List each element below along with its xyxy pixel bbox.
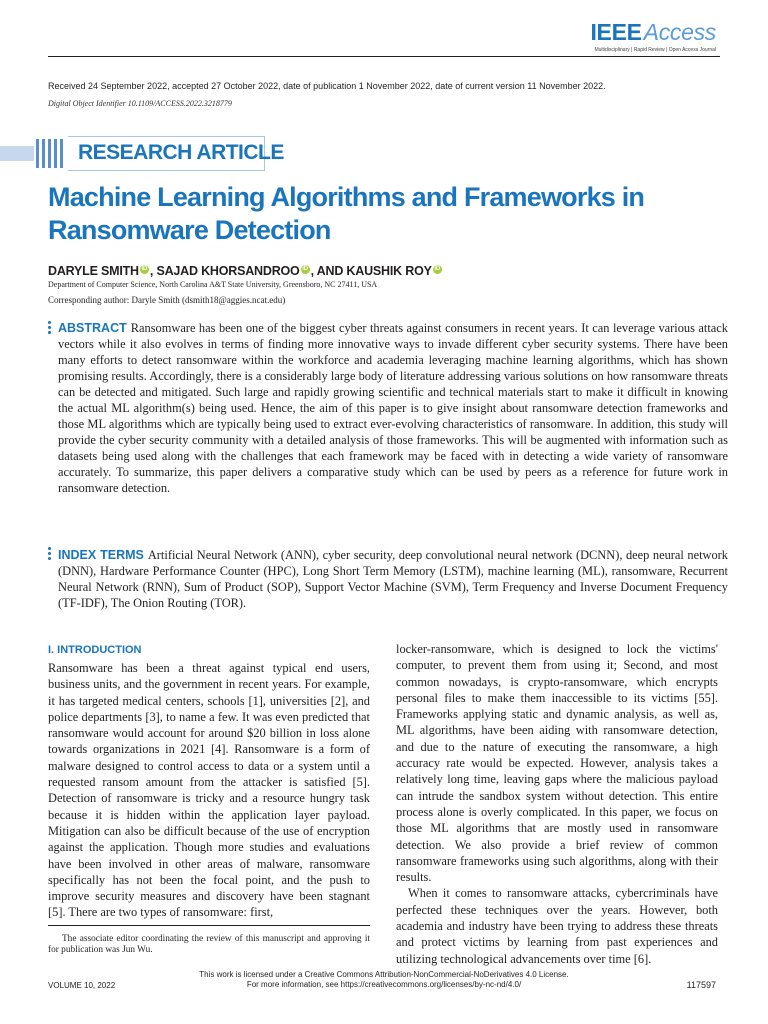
intro-paragraph: locker-ransomware, which is designed to lock the victims' computer, to prevent them from using it; Second, and most common nowadays, is crypto-ransomware, which encrypts personal files to make them inaccessible to its victims [55]. Frameworks applying static and dynamic analysis, as well as, ML algorithms, have been aiding with ransomware detection, and due to the nature of executing the ransomware, a high accuracy rate would be expected. However, analysis takes a relatively long time, leaving gaps where the malicious payload can intrude the sandbox system without detection. This entire process alone is overly complicated. In this paper, we focus on those ML algorithms that are mostly used in ransomware detection. We also provide a brief review of common ransomware frameworks using such algorithms, along with their results. xyxy=(396,642,718,885)
orcid-icon[interactable]: iD xyxy=(141,266,148,272)
abstract-text: Ransomware has been one of the biggest cyber threats against consumers in recent years. It can leverage various attack vectors while it also evolves in terms of finding more innovative ways to invade different cyber security systems. There have been many efforts to detect ransomware within the workforce and academia leveraging machine learning algorithms, which has shown promising results. Accordingly, there is a considerably large body of literature addressing various solutions on how ransomware threats can be detected and mitigated. Such large and rapidly growing scientific and technical materials start to make it difficult in knowing the actual ML algorithm(s) being used. Hence, the aim of this paper is to give insight about ransomware detection frameworks and those ML algorithms which are typically being used to extract ever-evolving characteristics of ransomware. In addition, this study will provide the cyber security community with a detailed analysis of those frameworks. This will be augmented with information such as datasets being used along with the challenges that each framework may be faced with in detecting a wide variety of ransomware accurately. To summarize, this paper delivers a comparative study which can be used by peers as a reference for future work in ransomware detection. xyxy=(58,321,728,495)
section-heading: I. INTRODUCTION xyxy=(48,644,142,656)
footnote-rule xyxy=(48,925,370,926)
index-terms xyxy=(58,547,728,611)
intro-left-column: Ransomware has been a threat against typical end users, business units, and the government in recent years. For example, it has targeted medical centers, schools [1], universities [2], and police departments [3], to name a few. It was even predicted that ransomware would account for around $20 billion in loss alone towards organizations in 2021 [4]. Ransomware is a form of malware designed to control access to data or a system until a requested ransom amount from the attacker is satisfied [5]. Detection of ransomware is tricky and a resource hungry task because it is hidden within the application layer payload. Mitigation can also be difficult because of the use of encryption against the application. Though more studies and evaluations have been involved in other areas of malware, ransomware specifically has not been the focal point, and the push to improve security measures and discovery have been stagnant [5]. There are two types of ransomware: first, xyxy=(48,661,370,920)
author-separator: , AND xyxy=(310,264,347,278)
abstract xyxy=(58,320,728,496)
abstract-heading: ABSTRACT xyxy=(58,321,127,335)
index-terms-marker-icon xyxy=(48,547,52,562)
corresponding-author: Corresponding author: Daryle Smith (dsmith18@aggies.ncat.edu) xyxy=(48,295,286,305)
license-line: This work is licensed under a Creative Commons Attribution-NonCommercial-NoDerivatives 4.0 License. xyxy=(199,970,569,979)
orcid-icon[interactable]: iD xyxy=(302,266,308,272)
author-separator: , xyxy=(149,264,157,278)
author-list xyxy=(48,264,443,278)
license-notice xyxy=(0,970,768,990)
license-link[interactable]: For more information, see https://creativecommons.org/licenses/by-nc-nd/4.0/ xyxy=(246,980,522,989)
affiliation: Department of Computer Science, North Carolina A&T State University, Greensboro, NC 27411, USA xyxy=(48,280,378,289)
index-terms-heading: INDEX TERMS xyxy=(58,548,144,562)
header-rule xyxy=(48,56,720,57)
logo-ieee: IEEE xyxy=(590,19,642,45)
page-number: 117597 xyxy=(686,980,716,990)
intro-right-column xyxy=(396,641,718,967)
volume-label: VOLUME 10, 2022 xyxy=(48,981,116,990)
index-terms-text: Artificial Neural Network (ANN), cyber security, deep convolutional neural network (DCNN), deep neural network (DNN), Hardware Performance Counter (HPC), Long Short Term Memory (LSTM), machine learning (ML), ransomware, Recurrent Neural Network (RNN), Sum of Product (SOP), Support Vector Machine (SVM), Term Frequency and Inverse Document Frequency (TF-IDF), The Onion Routing (TOR). xyxy=(58,548,728,610)
author-name: DARYLE SMITH xyxy=(48,264,139,278)
received-dates: Received 24 September 2022, accepted 27 October 2022, date of publication 1 November 2022, date of current version 11 November 2022. xyxy=(48,81,606,91)
author-name: KAUSHIK ROY xyxy=(346,264,432,278)
abstract-marker-icon xyxy=(48,321,52,336)
article-type-band xyxy=(0,136,284,171)
journal-logo xyxy=(590,20,716,53)
doi-line: Digital Object Identifier 10.1109/ACCESS.2022.3218779 xyxy=(48,99,232,108)
orcid-icon[interactable]: iD xyxy=(434,266,441,272)
journal-tagline: Multidisciplinary | Rapid Review | Open Access Journal xyxy=(594,47,716,53)
logo-access: Access xyxy=(643,19,716,45)
article-type-label: RESEARCH ARTICLE xyxy=(78,141,284,164)
paper-title: Machine Learning Algorithms and Frameworks in Ransomware Detection xyxy=(48,182,645,245)
article-type-stripes xyxy=(0,136,64,171)
intro-paragraph: When it comes to ransomware attacks, cybercriminals have perfected these techniques over the years. However, both academia and industry have been trying to address these threats and protect victims by learning from past experiences and utilizing technological advancements over time [6]. xyxy=(396,886,718,966)
footnote: The associate editor coordinating the review of this manuscript and approving it for publication was Jun Wu. xyxy=(48,934,370,955)
author-name: SAJAD KHORSANDROO xyxy=(156,264,300,278)
